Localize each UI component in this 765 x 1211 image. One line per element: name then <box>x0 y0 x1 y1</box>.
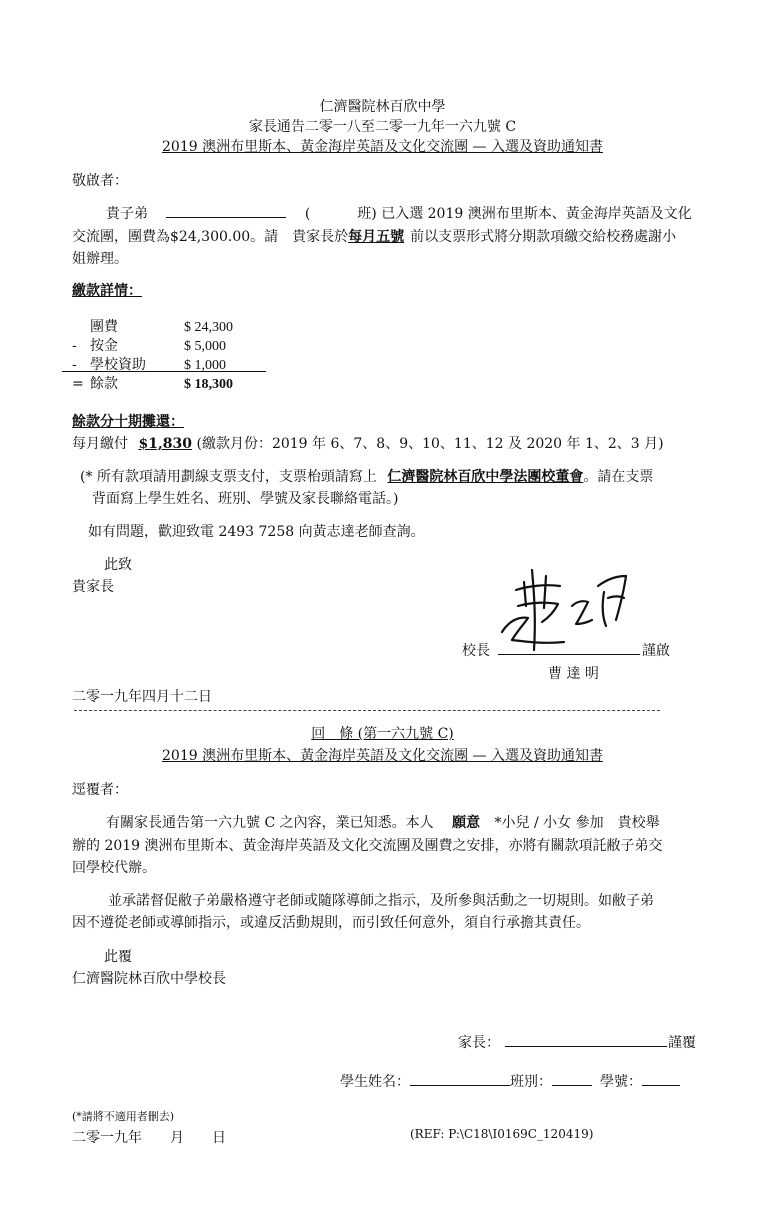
row-label: 團費 <box>90 319 118 335</box>
number-label: 學號： <box>600 1074 642 1090</box>
row-label: 按金 <box>90 338 118 354</box>
payment-heading: 繳款詳情： <box>72 283 142 299</box>
student-name-field[interactable] <box>410 1071 510 1086</box>
closing-recipient: 貴家長 <box>72 579 114 595</box>
reply-salutation: 逕覆者： <box>72 782 128 798</box>
reply-subtitle: 2019 澳洲布里斯本、黃金海岸英語及文化交流團 — 入選及資助通知書 <box>162 748 603 764</box>
class-label: 班別： <box>510 1074 552 1090</box>
notice-title: 2019 澳洲布里斯本、黃金海岸英語及文化交流團 — 入選及資助通知書 <box>162 139 603 155</box>
row-amount: $ 24,300 <box>184 320 233 335</box>
reply-para1-line3: 回學校代辦。 <box>72 860 156 876</box>
row-prefix: = <box>72 376 84 392</box>
student-name-label: 學生姓名： <box>340 1074 410 1090</box>
row-label: 學校資助 <box>90 357 146 373</box>
cheque-note-a: (* 所有款項請用劃線支票支付，支票枱頭請寫上 <box>80 469 377 485</box>
student-info-line <box>340 1071 680 1091</box>
sum-divider <box>62 371 266 372</box>
installment-heading: 餘款分十期攤還： <box>72 414 184 430</box>
para1-line2a: 交流團，團費為$24,300.00。請 貴家長於 <box>72 229 349 245</box>
reply-agree: 願意 <box>452 815 481 831</box>
enquiry-text: 如有問題，歡迎致電 2493 7258 向黃志達老師查詢。 <box>88 524 425 540</box>
cheque-note-b: 。請在支票 <box>583 469 654 485</box>
payment-day: 每月五號 <box>348 229 405 245</box>
installment-months: (繳款月份：2019 年 6、7、8、9、10、11、12 及 2020 年 1、2、3 月) <box>196 436 664 452</box>
parent-sign-line[interactable] <box>505 1046 667 1047</box>
principal-title: 校長 <box>462 643 490 659</box>
tear-off-line <box>74 710 660 711</box>
class-field[interactable] <box>552 1071 592 1086</box>
cheque-note-line1 <box>80 466 653 486</box>
notice-date: 二零一九年四月十二日 <box>72 689 212 705</box>
reply-cifu: 此覆 <box>104 949 132 965</box>
cheque-note-line2: 背面寫上學生姓名、班別、學號及家長聯絡電話。) <box>92 491 399 507</box>
school-name: 仁濟醫院林百欣中學 <box>319 99 446 115</box>
reply-p1b: *小兒 / 小女 參加 貴校舉 <box>494 815 660 831</box>
para1-line2c: 前以支票形式將分期款項繳交給校務處謝小 <box>410 229 677 245</box>
row-label: 餘款 <box>90 376 118 392</box>
principal-name: 曹 達 明 <box>548 666 599 682</box>
student-name-blank <box>166 203 286 218</box>
reference-code: (REF: P:\C18\I0169C_120419) <box>410 1127 594 1141</box>
reply-para2-line1: 並承諾督促敝子弟嚴格遵守老師或隨隊導師之指示，及所參與活動之一切規則。如敝子弟 <box>108 893 654 909</box>
para1-line3: 姐辦理。 <box>72 251 128 267</box>
row-amount: $ 5,000 <box>184 339 226 354</box>
reply-recipient: 仁濟醫院林百欣中學校長 <box>72 971 226 987</box>
payment-row <box>72 316 233 336</box>
para1-part2: ( <box>304 206 311 222</box>
row-prefix: - <box>72 338 77 354</box>
installment-amount: $1,830 <box>138 436 193 452</box>
parent-closing: 謹覆 <box>668 1035 696 1051</box>
principal-sign-line <box>498 654 640 655</box>
reply-para1-line1 <box>106 812 660 832</box>
reply-title: 回 條 (第一六九號 C) <box>311 726 454 742</box>
cheque-payee: 仁濟醫院林百欣中學法團校董會 <box>387 469 584 485</box>
notice-number: 家長通告二零一八至二零一九年一六九號 C <box>248 119 517 135</box>
payment-row <box>72 335 226 355</box>
payment-row <box>72 373 233 393</box>
parent-label: 家長： <box>458 1035 500 1051</box>
closing-cizhi: 此致 <box>104 557 132 573</box>
installment-label: 每月繳付 <box>72 436 128 452</box>
reply-date: 二零一九年 月 日 <box>72 1130 226 1146</box>
para1-line1 <box>106 203 692 223</box>
number-field[interactable] <box>642 1071 680 1086</box>
row-amount: $ 18,300 <box>184 377 233 392</box>
installment-line <box>72 433 664 453</box>
row-amount: $ 1,000 <box>184 358 226 373</box>
para1-part1: 貴子弟 <box>106 206 148 222</box>
principal-closing: 謹啟 <box>642 643 670 659</box>
reply-p1a: 有關家長通告第一六九號 C 之內容，業已知悉。本人 <box>106 815 434 831</box>
delete-note: (*請將不適用者刪去) <box>72 1110 175 1123</box>
row-prefix: - <box>72 357 77 373</box>
salutation: 敬啟者： <box>72 173 128 189</box>
para1-line2 <box>72 226 676 246</box>
reply-para2-line2: 因不遵從老師或導師指示，或違反活動規則，而引致任何意外，須自行承擔其責任。 <box>72 915 590 931</box>
principal-signature <box>488 562 638 658</box>
para1-part3: 班) 已入選 2019 澳洲布里斯本、黃金海岸英語及文化 <box>357 206 692 222</box>
reply-para1-line2: 辦的 2019 澳洲布里斯本、黃金海岸英語及文化交流團及團費之安排，亦將有關款項託敝子弟交 <box>72 838 663 854</box>
